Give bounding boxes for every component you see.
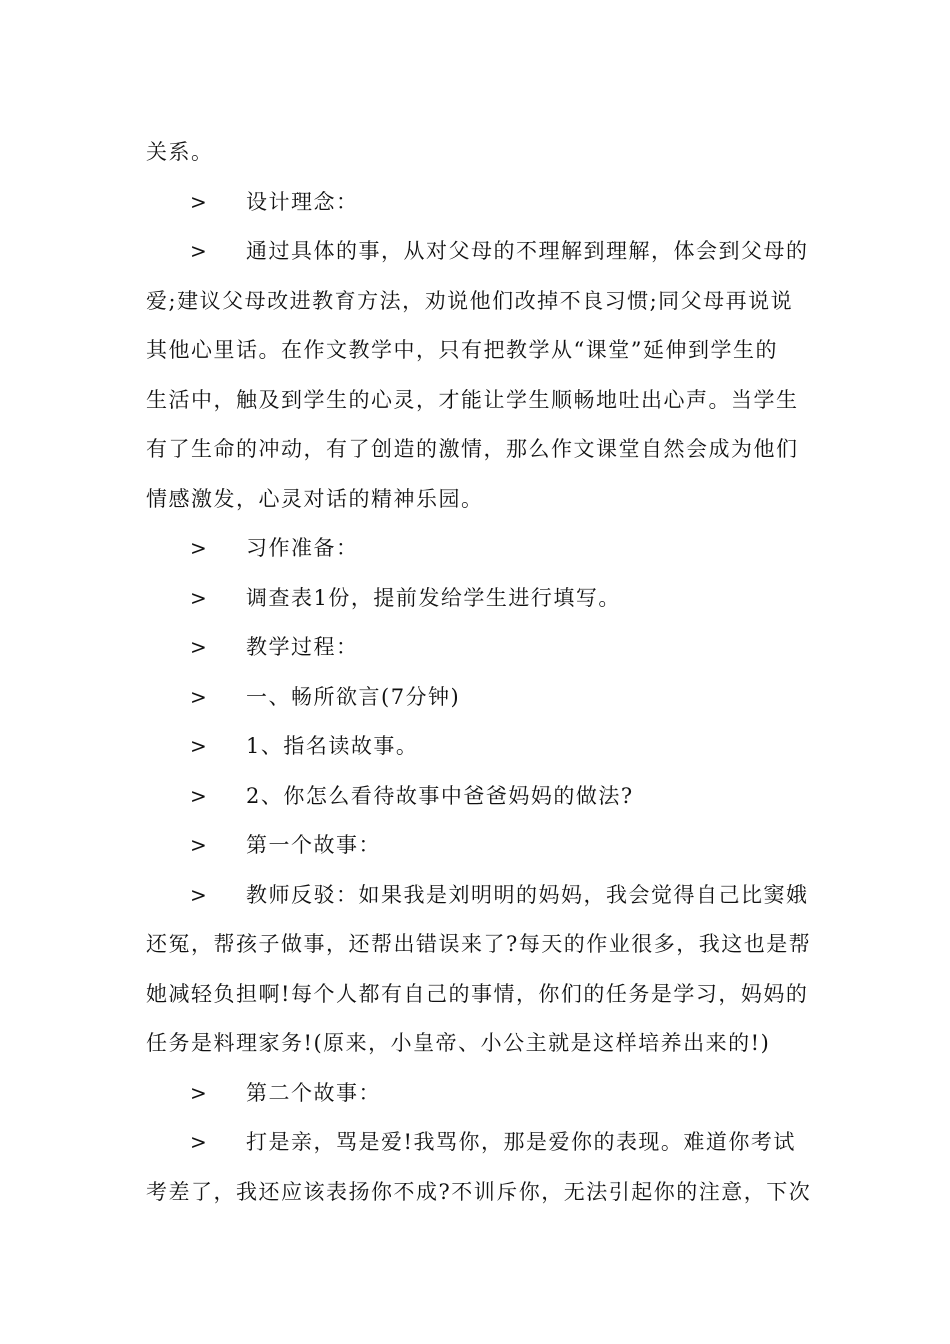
bullet-continuation-line: 她减轻负担啊!每个人都有自己的事情，你们的任务是学习，妈妈的 (146, 981, 809, 1006)
bullet-text: 习作准备： (246, 536, 359, 560)
bullet-continuation-line: 考差了，我还应该表扬你不成?不训斥你，无法引起你的注意，下次 (146, 1179, 812, 1204)
bullet-text: 第二个故事： (246, 1080, 381, 1105)
bullet-first-line (146, 1069, 806, 1119)
bullet-first-line (146, 178, 806, 228)
bullet-paragraph (146, 623, 806, 673)
bullet-paragraph (146, 227, 809, 524)
bullet-text: 2、你怎么看待故事中爸爸妈妈的做法? (246, 783, 634, 808)
bullet-text: 打是亲，骂是爱!我骂你，那是爱你的表现。难道你考试 (246, 1130, 796, 1154)
bullet-continuation-line: 爱;建议父母改进教育方法，劝说他们改掉不良习惯;同父母再说说 (146, 288, 794, 313)
bullet-text: 通过具体的事，从对父母的不理解到理解，体会到父母的 (246, 239, 809, 263)
bullet-first-line (146, 821, 806, 871)
intro-tail-line: 关系。 (146, 140, 214, 164)
bullet-paragraph (146, 772, 806, 822)
arrow-bullet-icon: > (190, 536, 209, 560)
bullet-continuation-line: 生活中，触及到学生的心灵，才能让学生顺畅地吐出心声。当学生 (146, 387, 799, 412)
bullet-first-line (146, 722, 806, 772)
arrow-bullet-icon: > (190, 1130, 209, 1154)
arrow-bullet-icon: > (190, 833, 209, 857)
bullet-list (146, 178, 812, 1218)
document-body (146, 128, 812, 1217)
bullet-first-line (146, 871, 809, 921)
bullet-text: 设计理念： (246, 189, 359, 214)
bullet-paragraph (146, 871, 812, 1069)
bullet-continuation-line: 其他心里话。在作文教学中，只有把教学从“课堂”延伸到学生的 (146, 338, 778, 362)
bullet-continuation-line: 任务是料理家务!(原来，小皇帝、小公主就是这样培养出来的!) (146, 1031, 771, 1055)
bullet-text: 调查表1份，提前发给学生进行填写。 (246, 585, 621, 610)
bullet-first-line (146, 1118, 806, 1168)
bullet-first-line (146, 623, 806, 673)
bullet-paragraph (146, 722, 806, 772)
bullet-first-line (146, 227, 809, 277)
bullet-first-line (146, 673, 806, 723)
bullet-text: 一、畅所欲言(7分钟) (246, 684, 461, 709)
arrow-bullet-icon: > (190, 635, 209, 659)
bullet-continuation-line: 情感激发，心灵对话的精神乐园。 (146, 486, 484, 511)
bullet-text: 教学过程： (246, 635, 359, 659)
bullet-paragraph (146, 524, 806, 574)
arrow-bullet-icon: > (190, 1080, 209, 1105)
bullet-paragraph (146, 673, 806, 723)
arrow-bullet-icon: > (190, 734, 209, 758)
bullet-first-line (146, 574, 806, 624)
arrow-bullet-icon: > (190, 684, 209, 709)
bullet-text: 1、指名读故事。 (246, 734, 419, 758)
bullet-paragraph (146, 1069, 806, 1119)
bullet-continuation-line: 还冤，帮孩子做事，还帮出错误来了?每天的作业很多，我这也是帮 (146, 932, 812, 956)
bullet-text: 教师反驳：如果我是刘明明的妈妈，我会觉得自己比窦娥 (246, 882, 809, 907)
arrow-bullet-icon: > (190, 882, 209, 907)
bullet-text: 第一个故事： (246, 833, 381, 857)
arrow-bullet-icon: > (190, 585, 209, 610)
bullet-paragraph (146, 1118, 812, 1217)
bullet-paragraph (146, 574, 806, 624)
arrow-bullet-icon: > (190, 783, 209, 808)
bullet-first-line (146, 772, 806, 822)
arrow-bullet-icon: > (190, 189, 209, 214)
bullet-continuation-line: 有了生命的冲动，有了创造的激情，那么作文课堂自然会成为他们 (146, 437, 799, 461)
bullet-paragraph (146, 821, 806, 871)
arrow-bullet-icon: > (190, 239, 209, 263)
bullet-first-line (146, 524, 806, 574)
bullet-paragraph (146, 178, 806, 228)
